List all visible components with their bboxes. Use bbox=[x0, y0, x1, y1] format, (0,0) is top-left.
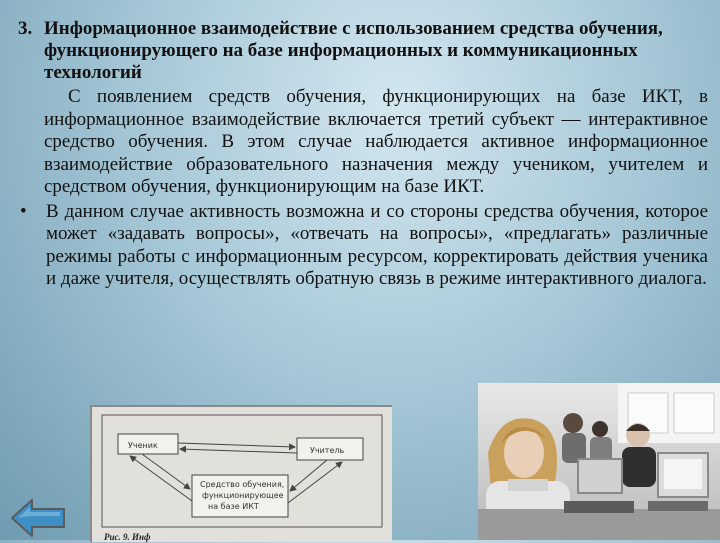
slide-heading bbox=[18, 18, 708, 84]
diagram-caption: Рис. 9. Инф bbox=[104, 532, 151, 542]
arrow-student-tool bbox=[142, 454, 190, 489]
slide-content bbox=[18, 18, 708, 291]
tool-label-line3: на базе ИКТ bbox=[208, 502, 259, 511]
arrow-tool-student bbox=[130, 456, 192, 501]
bullet-item bbox=[18, 201, 708, 291]
paragraph-ict-interaction: С появлением средств обучения, функционирующих на базе ИКТ, в информационное взаимодействие включается третий субъект — интерактивное средство обучения. В этом случае наблюдается активное информационное взаимодействие образовательного назначения между учеником, учителем и средством обучения, функционирующим на базе ИКТ. bbox=[44, 86, 708, 197]
teacher-label: Учитель bbox=[310, 446, 345, 455]
classroom-photo bbox=[478, 383, 720, 540]
left-arrow-icon bbox=[10, 498, 66, 538]
back-button[interactable] bbox=[10, 498, 66, 538]
arrow-tool-teacher bbox=[288, 462, 342, 503]
paragraph-tool-activity: В данном случае активность возможна и со стороны средства обучения, которое может «задавать вопросы», «отвечать на вопросы», «предлагать» различные режимы работы с информационным ресурсом, корректировать действия ученика и даже учителя, осуществлять обратную связь в режиме интерактивного диалога. bbox=[46, 200, 708, 289]
arrow-teacher-tool bbox=[290, 460, 327, 491]
diagram-svg bbox=[92, 407, 392, 542]
arrow-teacher-student bbox=[180, 449, 297, 453]
tool-label-line1: Средство обучения, bbox=[200, 480, 285, 489]
classroom-photo-illustration bbox=[478, 383, 720, 540]
interaction-diagram bbox=[90, 405, 392, 542]
bullet-icon: • bbox=[20, 200, 27, 222]
heading-number: 3. bbox=[18, 18, 33, 39]
student-label: Ученик bbox=[128, 441, 158, 450]
tool-label-line2: функционирующее bbox=[202, 491, 284, 500]
heading-text: Информационное взаимодействие с использованием средства обучения, функционирующего на базе информационных и коммуникационных технологий bbox=[44, 18, 663, 83]
arrow-student-teacher bbox=[178, 443, 295, 447]
